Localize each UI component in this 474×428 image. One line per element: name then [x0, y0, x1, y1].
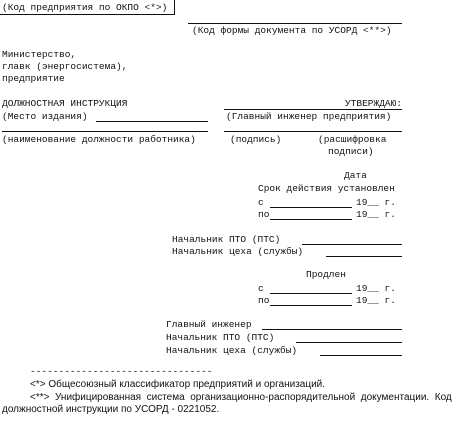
validity-from-year: 19__ г. [356, 197, 396, 208]
extended-to-year: 19__ г. [356, 295, 396, 306]
chief-engineer-sign-line [262, 329, 402, 330]
position-name-label: (наименование должности работника) [2, 134, 196, 145]
extended-from-label: с [258, 283, 264, 294]
footnote-usord-code: должностной инструкции по УСОРД - 0221052. [2, 404, 220, 415]
date-label: Дата [344, 170, 367, 181]
shop-head-line [326, 256, 402, 257]
extended-title: Продлен [306, 269, 346, 280]
validity-to-line [270, 219, 352, 220]
validity-to-year: 19__ г. [356, 209, 396, 220]
validity-term-label: Срок действия установлен [258, 183, 395, 194]
place-of-issue-line [96, 121, 208, 122]
pto-head-sign-line [296, 342, 402, 343]
okpo-code-label: (Код предприятия по ОКПО <*>) [2, 2, 168, 13]
shop-head-label: Начальник цеха (службы) [172, 246, 304, 257]
shop-head-sign-line [320, 355, 402, 356]
footnote-separator: -------------------------------- [30, 366, 213, 377]
chief-engineer-line [224, 109, 402, 110]
extended-to-line [270, 305, 352, 306]
validity-from-label: с [258, 197, 264, 208]
footnote-okpo: <*> Общесоюзный классификатор предприятий и организаций. [30, 379, 326, 390]
extended-from-year: 19__ г. [356, 283, 396, 294]
form-code-label: (Код формы документа по УСОРД <**>) [192, 25, 392, 36]
org-line-ministry: Министерство, [2, 49, 77, 60]
signature-label: (подпись) [230, 134, 282, 145]
extended-from-line [270, 293, 352, 294]
org-line-enterprise: предприятие [2, 73, 65, 84]
chief-engineer-label: (Главный инженер предприятия) [226, 111, 392, 122]
document-title: ДОЛЖНОСТНАЯ ИНСТРУКЦИЯ [2, 98, 128, 109]
validity-to-label: по [258, 209, 270, 220]
signature-decoding-label: (расшифровка [318, 134, 387, 145]
place-of-issue-label: (Место издания) [2, 111, 88, 122]
org-line-glavk: главк (энергосистема), [2, 61, 128, 72]
extended-to-label: по [258, 295, 270, 306]
pto-head-sign-label: Начальник ПТО (ПТС) [166, 332, 275, 343]
signature-line [224, 131, 402, 132]
pto-head-line [302, 244, 402, 245]
position-name-line [2, 131, 208, 132]
pto-head-label: Начальник ПТО (ПТС) [172, 234, 281, 245]
footnote-usord: <**> Унифицированная система организационно-распорядительной документации. Код [30, 392, 452, 403]
signature-decoding-label-2: подписи) [328, 146, 374, 157]
chief-engineer-sign-label: Главный инженер [166, 319, 252, 330]
form-code-line [188, 23, 402, 24]
approve-title: УТВЕРЖДАЮ: [344, 98, 402, 109]
validity-from-line [270, 207, 352, 208]
shop-head-sign-label: Начальник цеха (службы) [166, 345, 298, 356]
